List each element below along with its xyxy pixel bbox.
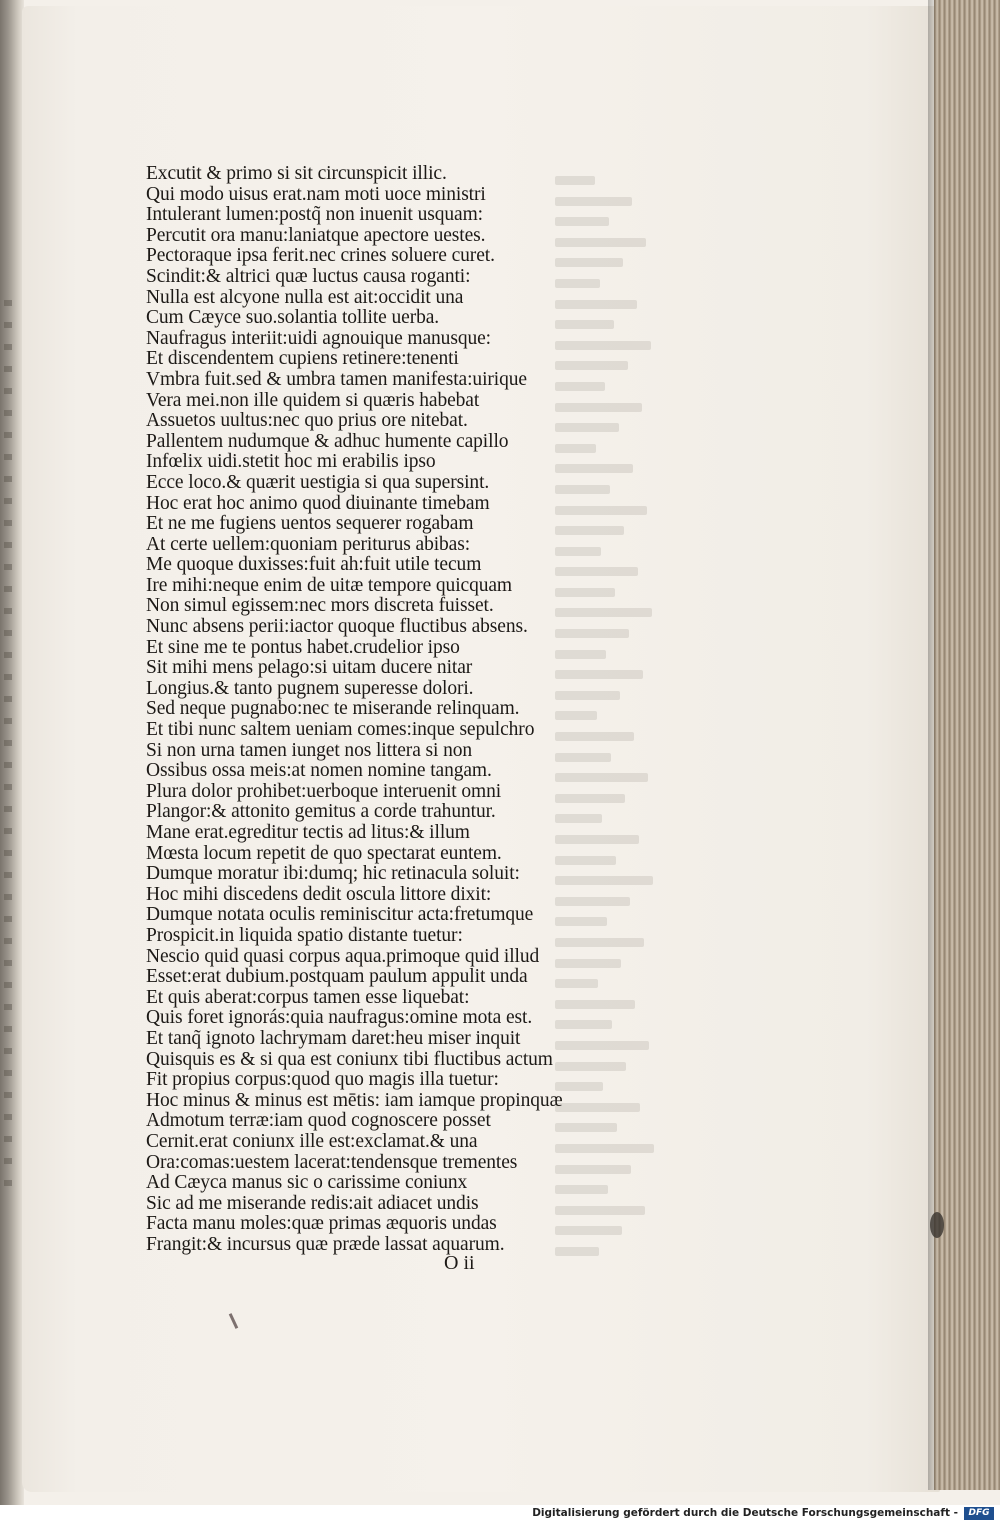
verse-line: Scindit:& altrici quæ luctus causa roganti: — [146, 265, 471, 287]
verse-line: Me quoque duxisses:fuit ah:fuit utile tecum — [146, 554, 482, 576]
verse-text-block — [146, 164, 586, 1255]
verse-line: Ossibus ossa meis:at nomen nomine tangam. — [146, 760, 492, 782]
verse-line: Mœsta locum repetit de quo spectarat euntem. — [146, 842, 502, 864]
verse-line: Ad Cæyca manus sic o carissime coniunx — [146, 1172, 468, 1194]
verse-line: Plangor:& attonito gemitus a corde trahuntur. — [146, 801, 496, 823]
verse-line: Hoc erat hoc animo quod diuinante timebam — [146, 492, 490, 514]
verse-line: At certe uellem:quoniam periturus abibas: — [146, 533, 471, 555]
verse-line: Vera mei.non ille quidem si quæris habebat — [146, 389, 480, 411]
verse-line: Frangit:& incursus quæ præde lassat aquarum. — [146, 1233, 505, 1255]
footer-bar — [0, 1505, 1000, 1523]
verse-line: Pectoraque ipsa ferit.nec crines soluere curet. — [146, 245, 495, 267]
verse-line: Et sine me te pontus habet.crudelior ipso — [146, 636, 460, 658]
verse-line: Et ne me fugiens uentos sequerer rogabam — [146, 513, 474, 535]
verse-line: Cernit.erat coniunx ille est:exclamat.& una — [146, 1130, 478, 1152]
verse-line: Sit mihi mens pelago:si uitam ducere nitar — [146, 657, 473, 679]
verse-line: Ire mihi:neque enim de uitæ tempore quicquam — [146, 574, 512, 596]
verse-line: Et quis aberat:corpus tamen esse liquebat: — [146, 986, 470, 1008]
verse-line: Dumque notata oculis reminiscitur acta:fretumque — [146, 904, 534, 926]
verse-line: Non simul egissem:nec mors discreta fuisset. — [146, 595, 494, 617]
dfg-logo: DFG — [964, 1507, 994, 1520]
verse-line: Quis foret ignorás:quia naufragus:omine mota est. — [146, 1007, 533, 1029]
verse-line: Plura dolor prohibet:uerboque interuenit omni — [146, 780, 502, 802]
verse-line: Ora:comas:uestem lacerat:tendensque trementes — [146, 1151, 518, 1173]
verse-line: Et tanq̃ ignoto lachrymam daret:heu miser inquit — [146, 1027, 521, 1049]
verse-line: Cum Cæyce suo.solantia tollite uerba. — [146, 307, 440, 329]
ink-stain — [930, 1212, 944, 1238]
verse-line: Excutit & primo si sit circunspicit illic. — [146, 163, 447, 184]
verse-line: Percutit ora manu:laniatque apectore uestes. — [146, 224, 486, 246]
verse-line: Et discendentem cupiens retinere:tenenti — [146, 348, 459, 370]
verse-line: Ecce loco.& quærit uestigia si qua supersint. — [146, 471, 490, 493]
verse-line: Pallentem nudumque & adhuc humente capillo — [146, 430, 509, 452]
verse-line: Admotum terræ:iam quod cognoscere posset — [146, 1110, 491, 1132]
verse-line: Hoc minus & minus est mētis: iam iamque propinquæ — [146, 1089, 563, 1111]
verse-line: Hoc mihi discedens dedit oscula littore dixit: — [146, 883, 492, 905]
verse-line: Quisquis es & si qua est coniunx tibi fluctibus actum — [146, 1048, 553, 1070]
verse-line: Naufragus interiit:uidi agnouique manusque: — [146, 327, 491, 349]
verse-line: Mane erat.egreditur tectis ad litus:& illum — [146, 822, 470, 843]
verse-line: Esset:erat dubium.postquam paulum appulit unda — [146, 966, 528, 988]
verse-line: Si non urna tamen iunget nos littera si non — [146, 739, 473, 761]
verse-line: Infœlix uidi.stetit hoc mi erabilis ipso — [146, 451, 436, 473]
verse-line: Vmbra fuit.sed & umbra tamen manifesta:uirique — [146, 368, 527, 390]
verse-line: Nescio quid quasi corpus aqua.primoque quid illud — [146, 945, 540, 967]
verse-line: Prospicit.in liquida spatio distante tuetur: — [146, 924, 463, 946]
verse-line: Nunc absens perii:iactor quoque fluctibus absens. — [146, 616, 528, 638]
verse-line: Assuetos uultus:nec quo prius ore nitebat. — [146, 410, 468, 432]
funding-attribution: Digitalisierung gefördert durch die Deutsche Forschungsgemeinschaft - — [532, 1507, 958, 1519]
verse-line: Dumque moratur ibi:dumq; hic retinacula soluit: — [146, 863, 520, 885]
book-binding-gutter — [0, 0, 24, 1505]
verse-line: Facta manu moles:quæ primas æquoris undas — [146, 1213, 497, 1235]
verse-line: Sic ad me miserande redis:ait adiacet undis — [146, 1192, 479, 1214]
verse-line: Nulla est alcyone nulla est ait:occidit una — [146, 286, 464, 308]
page-edges — [934, 0, 1000, 1490]
signature-mark: O ii — [444, 1252, 475, 1274]
verse-line: Et tibi nunc saltem ueniam comes:inque sepulchro — [146, 719, 535, 741]
verse-line: Fit propius corpus:quod quo magis illa tuetur: — [146, 1069, 499, 1091]
verse-line: Qui modo uisus erat.nam moti uoce ministri — [146, 183, 486, 205]
verse-line: Sed neque pugnabo:nec te miserande relinquam. — [146, 698, 520, 720]
verse-line: Longius.& tanto pugnem superesse dolori. — [146, 677, 474, 699]
verse-line: Intulerant lumen:postq̃ non inuenit usquam: — [146, 204, 484, 226]
